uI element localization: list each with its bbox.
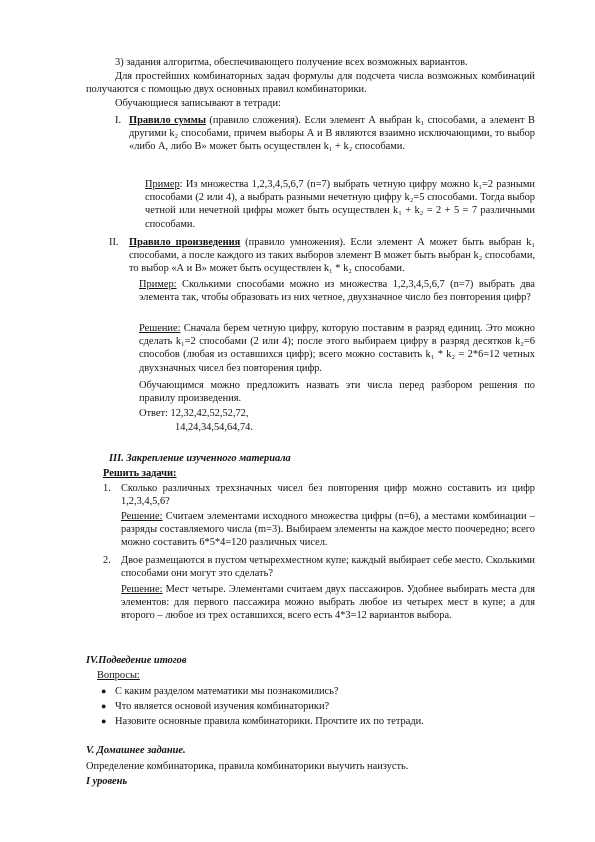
task-1-marker: 1.: [103, 483, 111, 494]
rule-sum-example-label: Пример: [145, 179, 180, 190]
rule-product: [109, 236, 535, 276]
rule-sum-name: Правило суммы: [129, 115, 206, 126]
rule-product-example-text: Сколькими способами можно из множества 1,2,3,4,5,6,7 (n=7) выбрать два элемента так, чтобы образовать из них четное, двухзначное число без повторения цифр?: [139, 279, 535, 304]
homework-text: Определение комбинаторика, правила комбинаторики выучить наизусть.: [86, 761, 409, 772]
task-2-text: Двое размещаются в пустом четырехместном купе; каждый выбирает себе место. Сколькими способами они могут это сделать?: [121, 555, 535, 580]
rule-product-solution: [139, 322, 535, 375]
task-1-solution-text: Считаем элементами исходного множества цифры (n=6), а местами комбинации – разряды составляемого числа (m=3). Выбираем элементы на каждое место поочередно; всего можно составить 6*5*4=120 различных чисел.: [121, 511, 535, 549]
rule-product-name: Правило произведения: [129, 237, 241, 248]
rule-product-marker: II.: [109, 237, 119, 248]
rule-product-example: [139, 278, 535, 304]
question-item-2: [101, 700, 521, 713]
paragraph-item-3: 3) задания алгоритма, обеспечивающего получение всех возможных вариантов.: [115, 57, 468, 68]
bullet-icon: ●: [101, 701, 107, 711]
rule-product-text: [129, 236, 535, 276]
rule-product-solution-label: Решение:: [139, 323, 181, 334]
rule-sum-text: [129, 114, 535, 154]
rule-product-body: (правило умножения). Если элемент А может быть выбран k₁ способами, а после каждого из таких выборов элемент В может быть выбран k₂ способами, то выбор «А и В» может быть осуществлен k₁ * k₂ способами.: [129, 237, 535, 275]
paragraph-intro: Для простейших комбинаторных задач формулы для подсчета числа возможных комбинаций получаются с помощью двух основных правил комбинаторики.: [86, 71, 535, 96]
task-1-text: Сколько различных трехзначных чисел без повторения цифр можно составить из цифр 1,2,3,4,5,6?: [121, 483, 535, 508]
task-2-solution-text: Мест четыре. Элементами считаем двух пассажиров. Удобнее выбирать места для элементов: для первого пассажира можно выбрать любое из четырех мест в купе; а для второго – любое из трех оставшихся, всего есть 4*3=12 вариантов выбора.: [121, 584, 535, 622]
task-1: [103, 482, 535, 508]
question-text-1: С каким разделом математики мы познакомились?: [115, 686, 339, 697]
question-text-2: Что является основой изучения комбинаторики?: [115, 701, 330, 712]
rule-product-answer-line-2: 14,24,34,54,64,74.: [175, 422, 253, 433]
rule-product-note: Обучающимся можно предложить назвать эти числа перед разбором решения по правилу произведения.: [139, 380, 535, 405]
task-1-solution: [121, 510, 535, 550]
paragraph-students-write: Обучающиеся записывают в тетради:: [115, 98, 281, 109]
question-item-1: [101, 685, 521, 698]
homework-level: I уровень: [86, 776, 128, 787]
task-2-marker: 2.: [103, 555, 111, 566]
question-text-3: Назовите основные правила комбинаторики. Прочтите их по тетради.: [115, 716, 424, 727]
rule-product-example-label: Пример:: [139, 279, 177, 290]
section-4-heading: IV.Подведение итогов: [86, 655, 187, 666]
rule-product-answer-line-1: Ответ: 12,32,42,52,52,72,: [139, 408, 249, 419]
section-3-heading: III. Закрепление изученного материала: [109, 453, 291, 464]
section-4-subheading: Вопросы:: [97, 670, 140, 681]
rule-sum-marker: I.: [115, 115, 122, 126]
rule-sum-example: [145, 178, 535, 231]
bullet-icon: ●: [101, 716, 107, 726]
rule-sum-example-text: : Из множества 1,2,3,4,5,6,7 (n=7) выбрать четную цифру можно k₁=2 разными способами (2 или 4), а выбрать разными нечетную цифру k₂=5 способами. Тогда выбор четной или нечетной цифры может быть осуществлен k₁ + k₂ = 2 + 5 = 7 различными способами.: [145, 179, 535, 230]
question-item-3: [101, 715, 521, 728]
section-3-subheading: Решить задачи:: [103, 468, 177, 479]
bullet-icon: ●: [101, 686, 107, 696]
rule-product-solution-text: Сначала берем четную цифру, которую поставим в разряд единиц. Это можно сделать k₁=2 способами (2 или 4); после этого выбираем цифру в разряд десятков k₂=6 способов (любая из оставшихся цифр); всего можно составить k₁ * k₂ = 2*6=12 четных двухзначных чисел без повторения цифр.: [139, 323, 535, 374]
task-2-solution-label: Решение:: [121, 584, 163, 595]
task-2: [103, 554, 535, 580]
task-2-solution: [121, 583, 535, 623]
task-1-solution-label: Решение:: [121, 511, 163, 522]
section-5-heading: V. Домашнее задание.: [86, 745, 186, 756]
rule-sum-body: (правило сложения). Если элемент А выбран k₁ способами, а элемент В другими k₂ способами, причем выборы А и В являются взаимно исключающими, то выбор «либо А, либо В» может быть осуществлен k₁ + k₂ способами.: [129, 115, 535, 153]
rule-sum: [115, 114, 535, 154]
